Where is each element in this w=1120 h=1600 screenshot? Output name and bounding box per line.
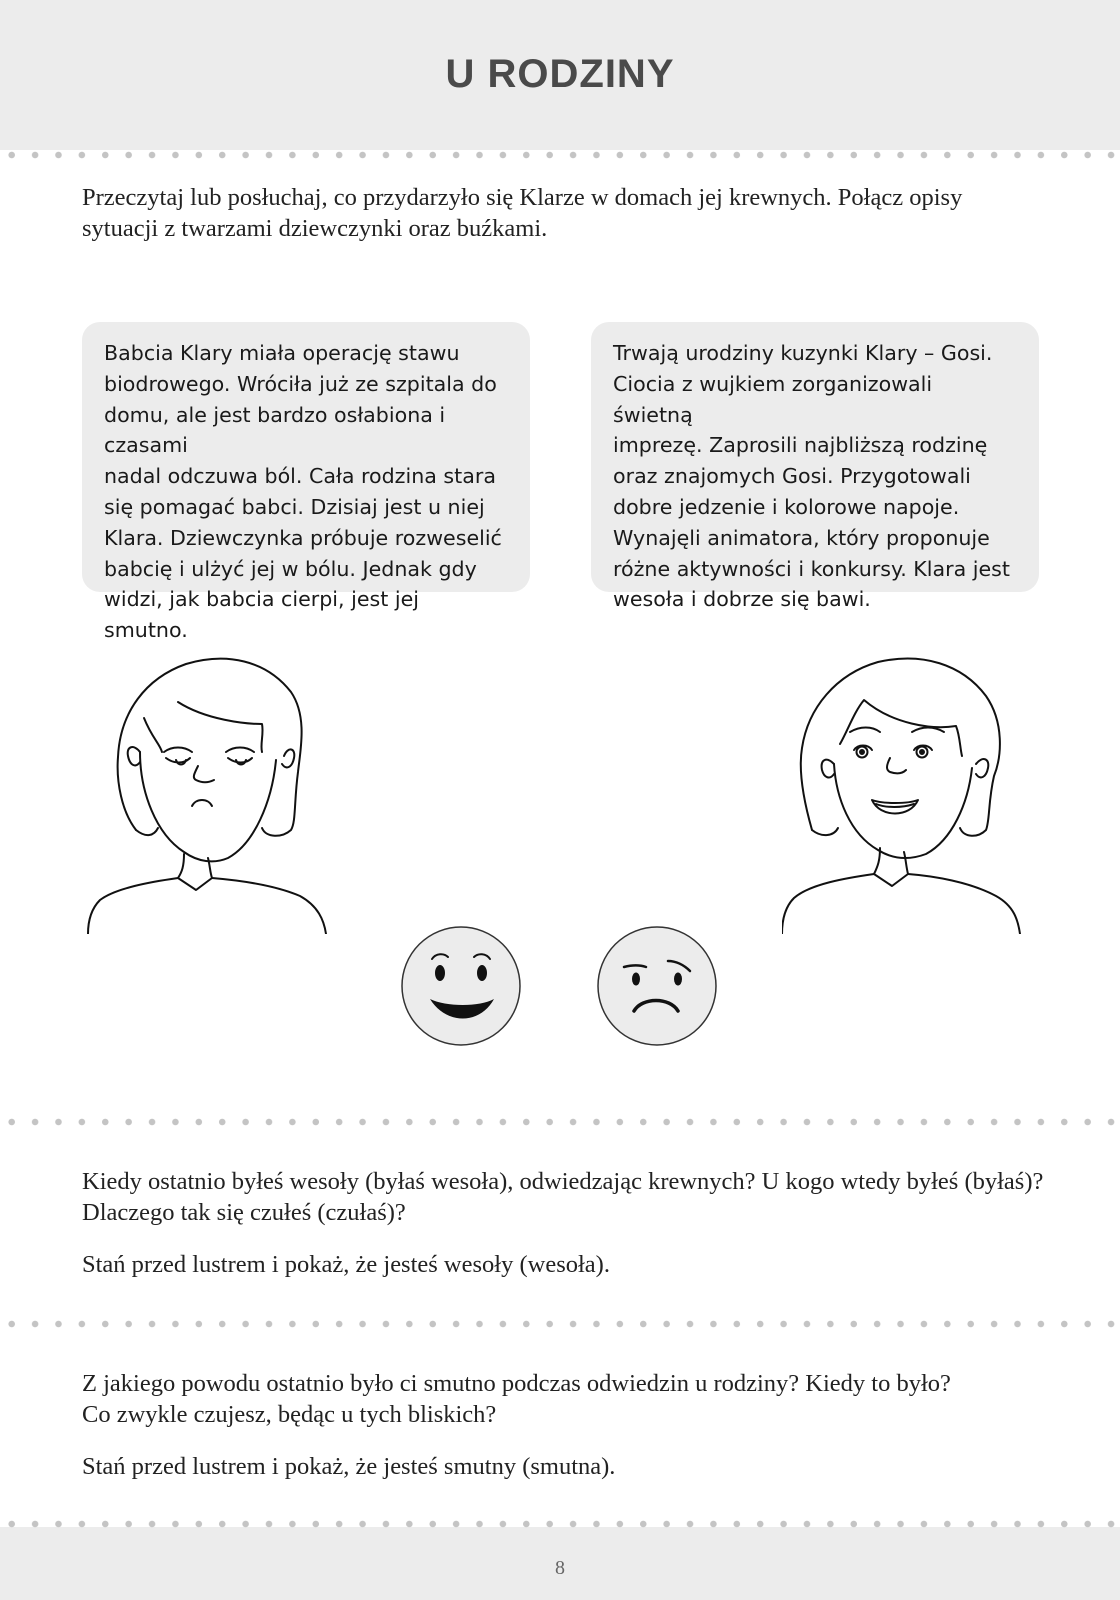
intro-text — [82, 182, 1062, 244]
story-line: Ciocia z wujkiem zorganizowali świetną — [613, 371, 933, 427]
story-box-grandma — [82, 322, 530, 643]
story-line: Trwają urodziny kuzynki Klary – Gosi. — [613, 341, 993, 365]
happy-emoji-icon — [400, 925, 522, 1047]
question-line-1: Z jakiego powodu ostatnio było ci smutno podczas odwiedzin u rodziny? Kiedy to było? — [82, 1370, 951, 1397]
dotted-divider — [0, 150, 1120, 160]
question-happy — [82, 1166, 1062, 1228]
story-line: Babcia Klary miała operację stawu — [104, 341, 460, 365]
story-line: nadal odczuwa ból. Cała rodzina stara — [104, 464, 496, 489]
dotted-divider — [0, 1319, 1120, 1329]
story-line: różne aktywności i konkursy. Klara jest — [613, 556, 1010, 581]
question-line-2: Co zwykle czujesz, będąc u tych bliskich? — [82, 1401, 497, 1428]
task-sad — [82, 1451, 1062, 1482]
dotted-divider — [0, 1519, 1120, 1529]
intro-line-1: Przeczytaj lub posłuchaj, co przydarzyło się Klarze w domach jej krewnych. Połącz opisy — [82, 184, 963, 211]
page-title: U RODZINY — [445, 52, 675, 96]
sad-girl-face-icon — [86, 652, 340, 934]
intro-line-2: sytuacji z twarzami dziewczynki oraz buźkami. — [82, 215, 548, 242]
sad-emoji-icon — [596, 925, 718, 1047]
happy-girl-face-icon — [782, 652, 1036, 934]
story-line: Klara. Dziewczynka próbuje rozweselić — [104, 525, 502, 550]
story-line: widzi, jak babcia cierpi, jest jej smutno. — [104, 587, 419, 643]
task-text: Stań przed lustrem i pokaż, że jesteś wesoły (wesoła). — [82, 1251, 610, 1278]
story-line: babcię i ulżyć jej w bólu. Jednak gdy — [104, 556, 477, 581]
story-line: biodrowego. Wróciła już ze szpitala do — [104, 371, 497, 396]
dotted-divider — [0, 1117, 1120, 1127]
story-line: imprezę. Zaprosili najbliższą rodzinę — [613, 433, 988, 458]
story-line: oraz znajomych Gosi. Przygotowali — [613, 464, 971, 489]
story-line: się pomagać babci. Dzisiaj jest u niej — [104, 494, 485, 519]
story-line: dobre jedzenie i kolorowe napoje. — [613, 494, 960, 519]
story-line: domu, ale jest bardzo osłabiona i czasami — [104, 402, 446, 458]
story-line: Wynajęli animatora, który proponuje — [613, 525, 990, 550]
question-line-2: Dlaczego tak się czułeś (czułaś)? — [82, 1199, 406, 1226]
story-line: wesoła i dobrze się bawi. — [613, 587, 871, 612]
question-sad — [82, 1368, 1062, 1430]
task-text: Stań przed lustrem i pokaż, że jesteś smutny (smutna). — [82, 1453, 616, 1480]
page-number: 8 — [555, 1557, 565, 1579]
story-box-birthday — [591, 322, 1039, 612]
question-line-1: Kiedy ostatnio byłeś wesoły (byłaś wesoła), odwiedzając krewnych? U kogo wtedy byłeś (byłaś)? — [82, 1168, 1044, 1195]
task-happy — [82, 1249, 1062, 1280]
